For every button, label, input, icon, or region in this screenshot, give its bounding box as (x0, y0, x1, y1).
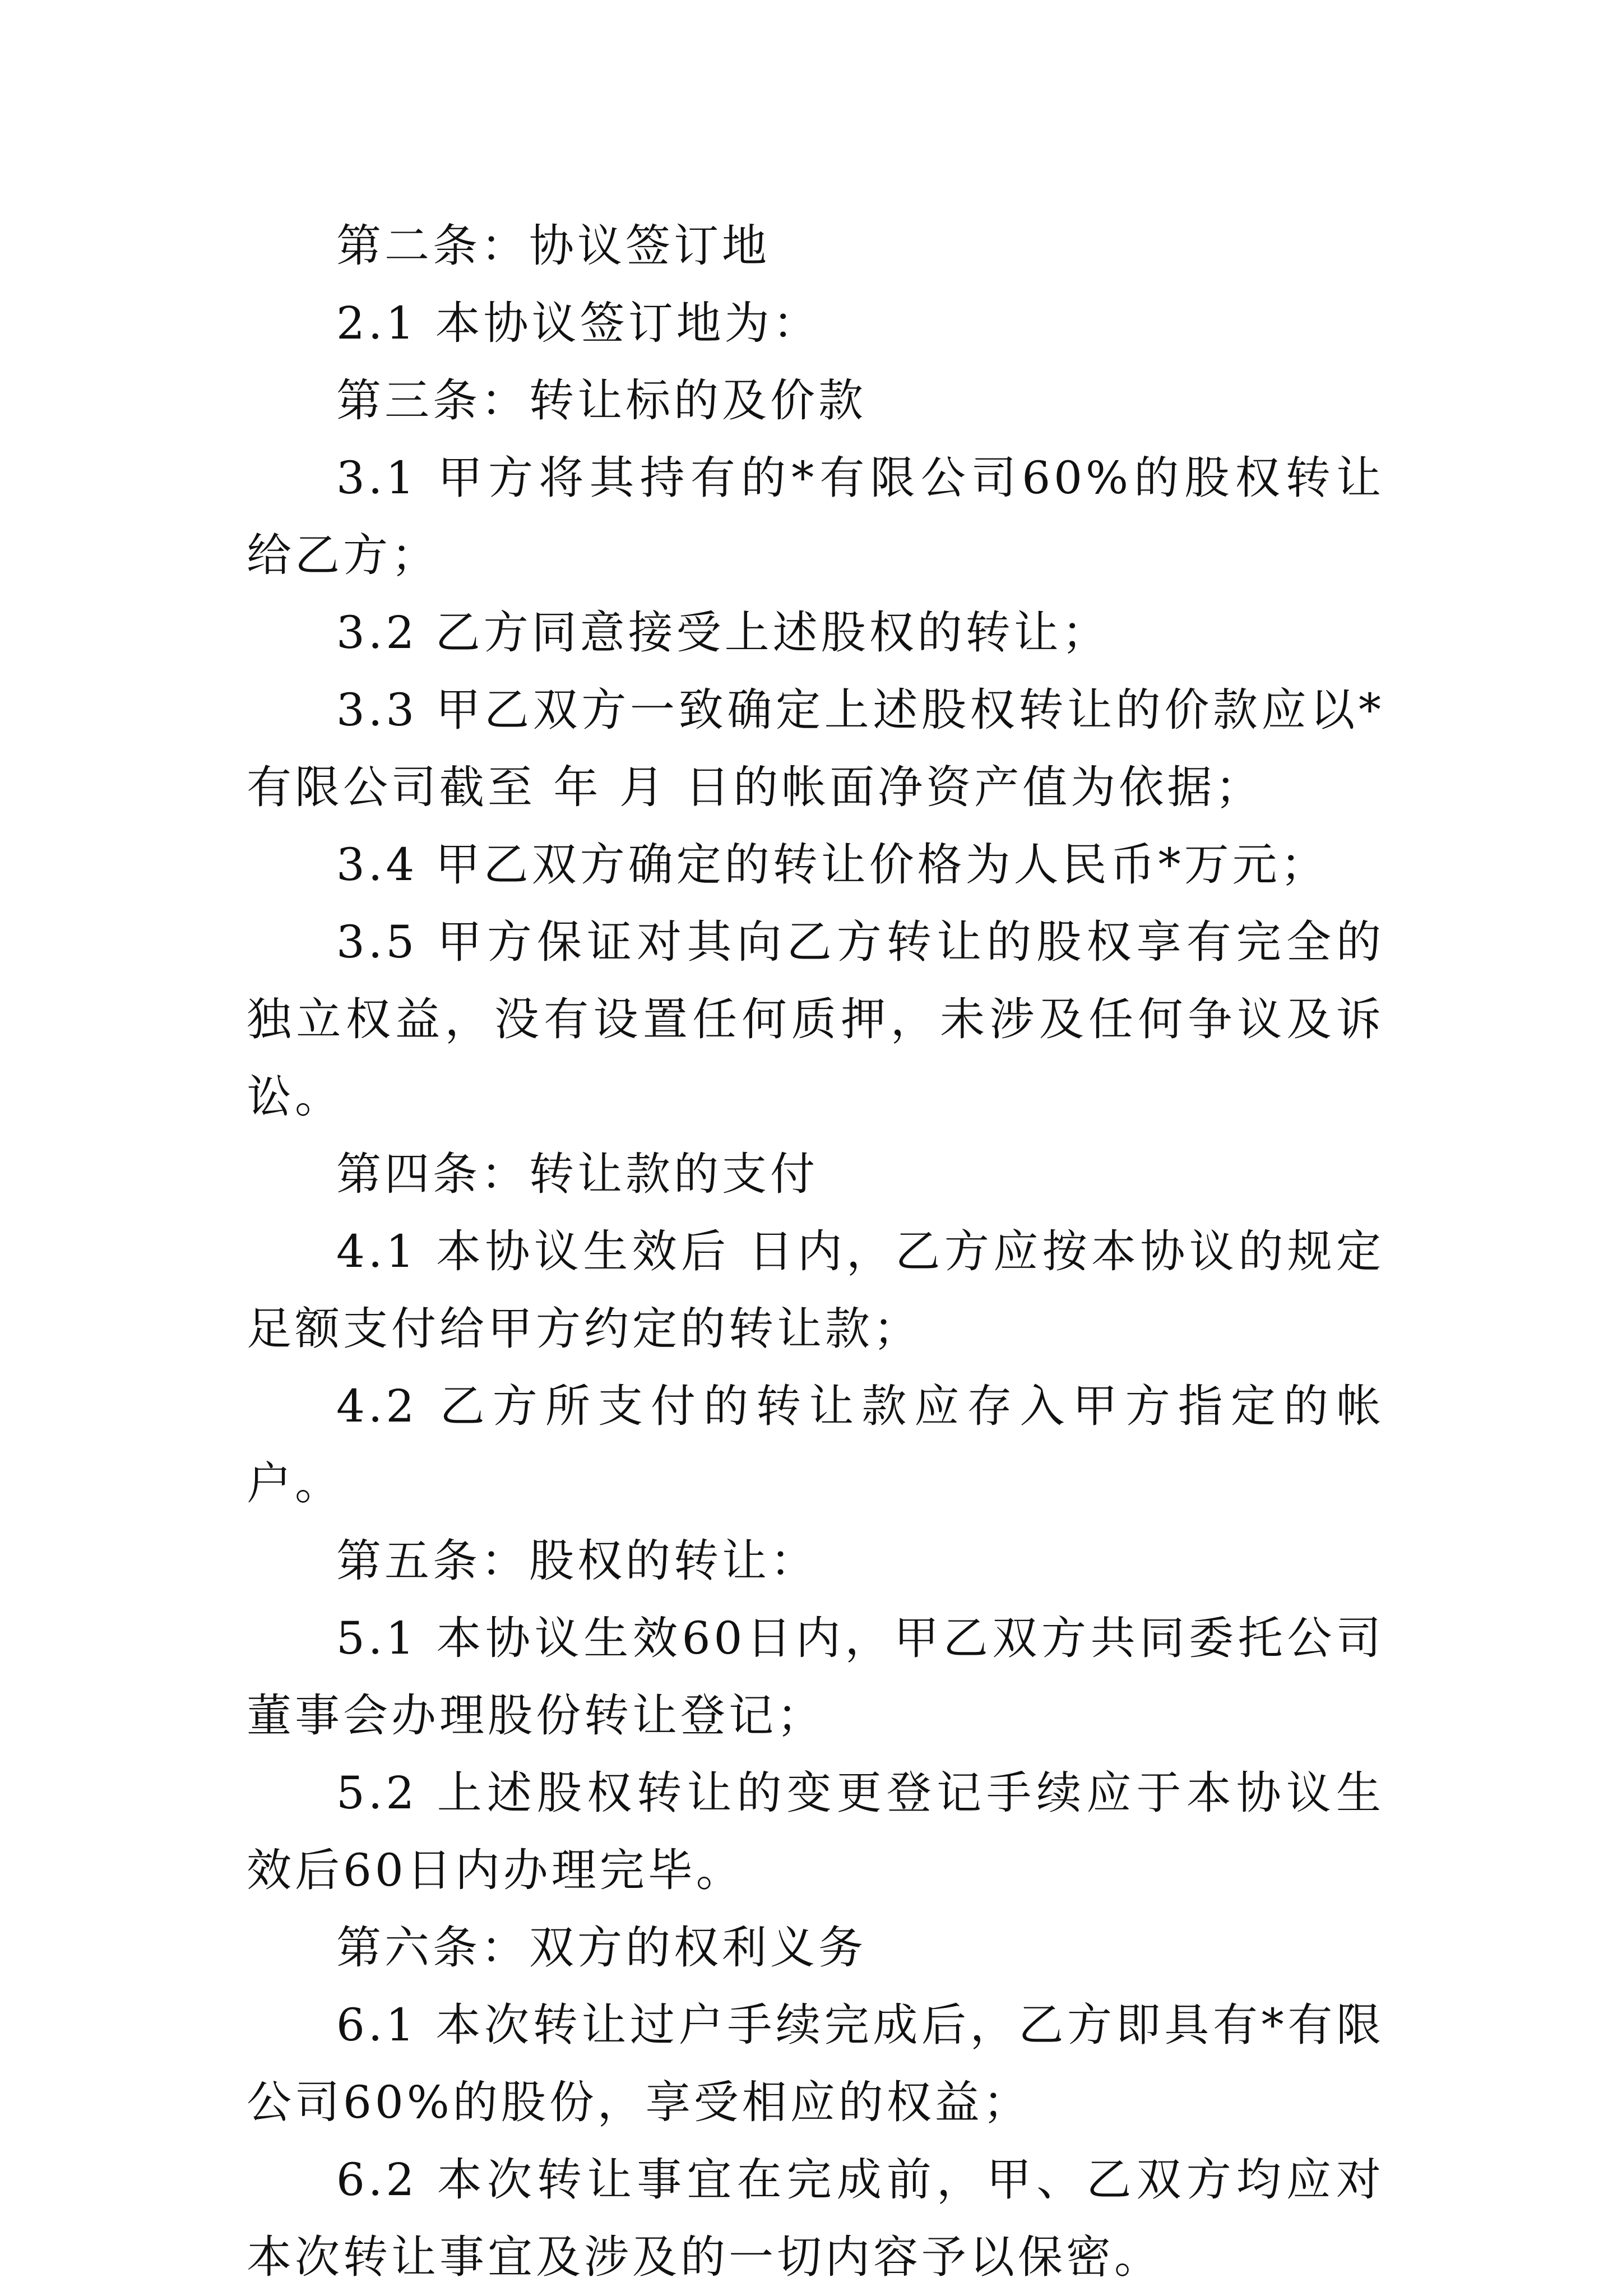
clause-3-5: 3.5 甲方保证对其向乙方转让的股权享有完全的独立权益，没有设置任何质押，未涉及任何争议及诉讼。 (247, 916, 1384, 1123)
clause-3-2: 3.2 乙方同意接受上述股权的转让； (336, 607, 1110, 659)
clause-3-4: 3.4 甲乙双方确定的转让价格为人民币*万元； (336, 839, 1329, 891)
clause-4-1: 4.1 本协议生效后 日内，乙方应按本协议的规定足额支付给甲方约定的转让款； (247, 1225, 1384, 1355)
clause-3-1: 3.1 甲方将其持有的*有限公司60%的股权转让给乙方； (247, 452, 1384, 581)
document-body (247, 207, 1384, 2296)
clause-5-2: 5.2 上述股权转让的变更登记手续应于本协议生效后60日内办理完毕。 (247, 1767, 1384, 1896)
clause-2-1: 2.1 本协议签订地为： (336, 297, 821, 349)
clause-6-2: 6.2 本次转让事宜在完成前，甲、乙双方均应对本次转让事宜及涉及的一切内容予以保密。 (247, 2154, 1384, 2283)
clause-6-1: 6.1 本次转让过户手续完成后，乙方即具有*有限公司60%的股份，享受相应的权益； (247, 1999, 1384, 2128)
clause-4-2: 4.2 乙方所支付的转让款应存入甲方指定的帐户。 (247, 1380, 1384, 1510)
article-2-heading: 第二条：协议签订地 (336, 220, 770, 272)
article-6-heading: 第六条：双方的权利义务 (336, 1922, 866, 1974)
clause-3-3: 3.3 甲乙双方一致确定上述股权转让的价款应以*有限公司截至 年 月 日的帐面净资产值为依据； (247, 684, 1384, 813)
article-4-heading: 第四条：转让款的支付 (336, 1148, 818, 1200)
clause-5-1: 5.1 本协议生效60日内，甲乙双方共同委托公司董事会办理股份转让登记； (247, 1612, 1384, 1742)
article-5-heading: 第五条：股权的转让： (336, 1535, 818, 1587)
article-3-heading: 第三条：转让标的及价款 (336, 374, 866, 427)
